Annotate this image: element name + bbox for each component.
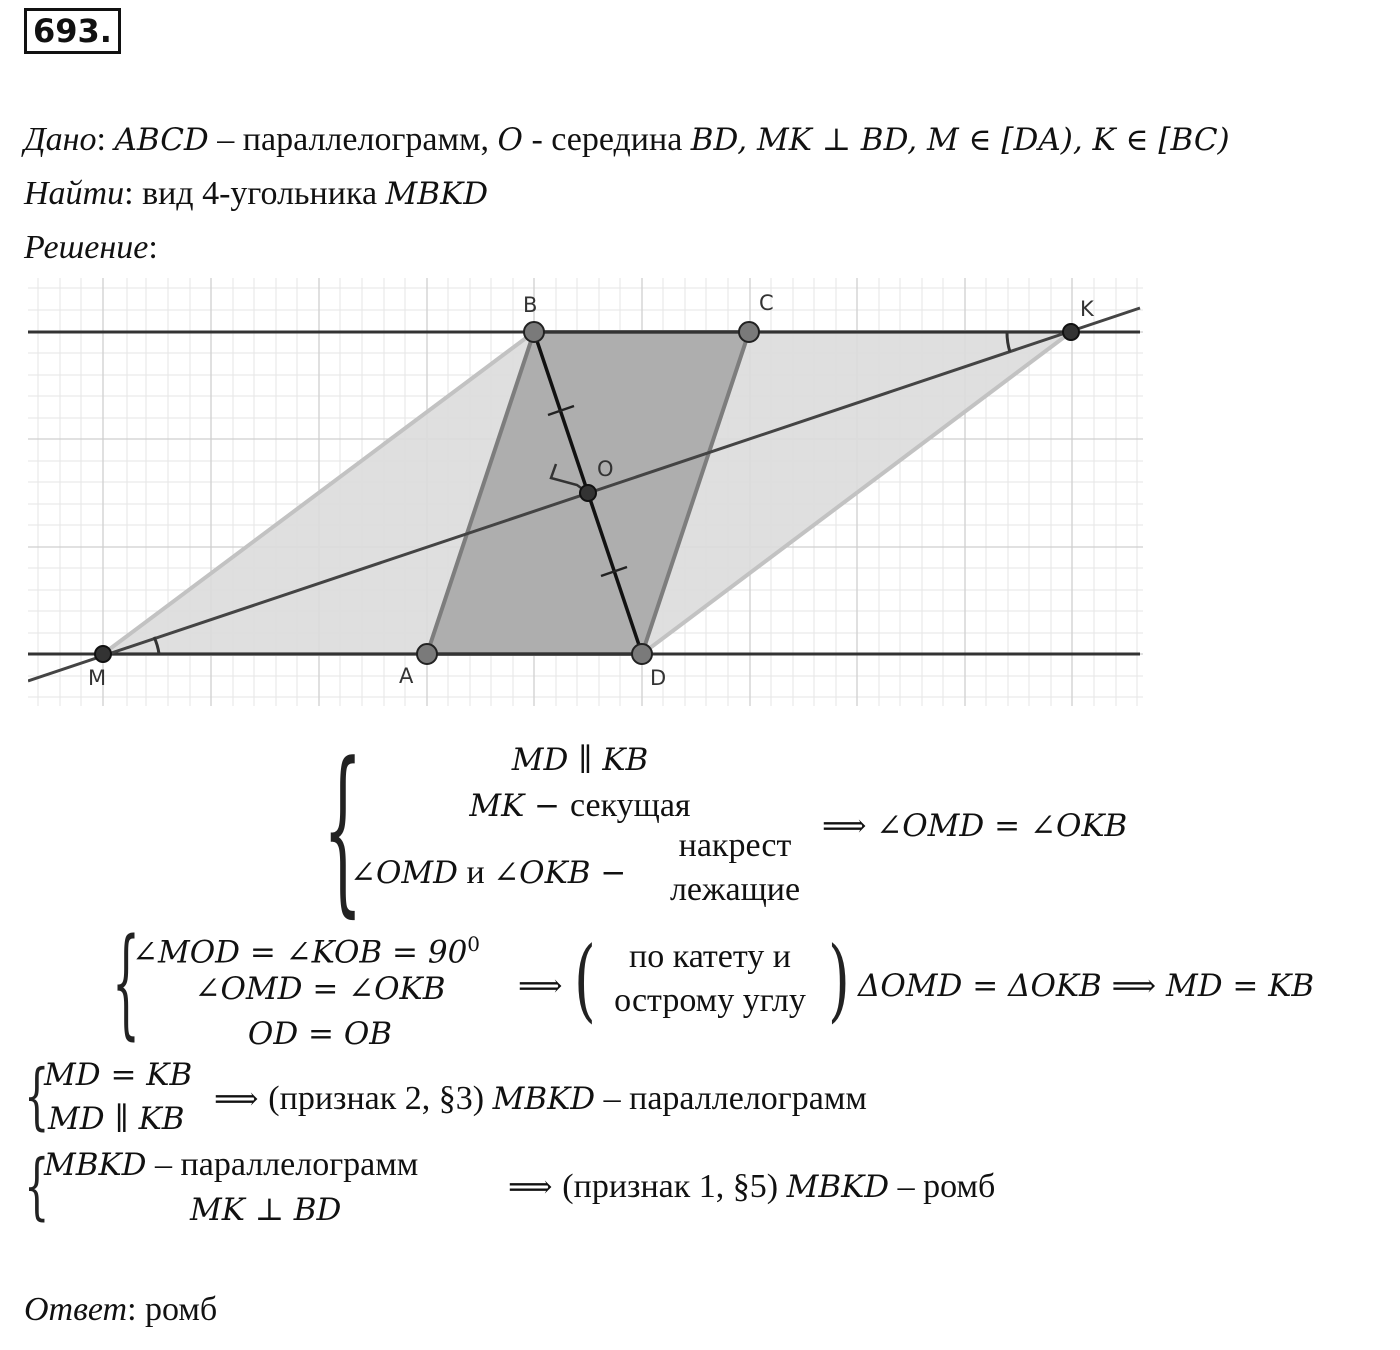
step1-lezhashchie: лежащие	[669, 871, 801, 908]
step2-reason-2: острому углу	[614, 982, 806, 1019]
find-mbkd: MBKD	[385, 176, 489, 212]
label-k: K	[1080, 297, 1094, 321]
label-a: A	[399, 664, 414, 688]
label-b: B	[523, 293, 538, 317]
step4-brace: {	[24, 1145, 50, 1229]
step4-conclusion: ⟹ (признак 1, §5) MBKD – ромб	[508, 1168, 996, 1205]
step2-arrow: ⟹	[518, 968, 563, 1004]
given-o: O	[497, 122, 523, 158]
step3-line1: MD = KB	[44, 1057, 193, 1093]
label-m: M	[88, 666, 107, 690]
solution-line	[24, 228, 158, 268]
point-o	[580, 485, 596, 501]
given-parallelogram: параллелограмм,	[242, 121, 498, 158]
label-c: C	[759, 291, 774, 315]
step2-paren-left: (	[574, 929, 596, 1033]
step4-line2: MK ⊥ BD	[190, 1192, 342, 1228]
find-colon: :	[124, 175, 134, 212]
answer-line	[24, 1290, 217, 1330]
step3-brace: {	[24, 1055, 50, 1139]
answer-label: Ответ	[24, 1291, 128, 1328]
given-midpoint-text: - середина	[522, 121, 691, 158]
given-dash: –	[208, 121, 243, 158]
given-label: Дано	[24, 121, 97, 158]
step2-paren-right: )	[828, 929, 850, 1033]
label-o: O	[597, 457, 614, 481]
step1-line1: MD ∥ KB	[511, 742, 649, 778]
step2-brace: {	[112, 915, 140, 1053]
step3-conclusion: ⟹ (признак 2, §3) MBKD – параллелограмм	[214, 1080, 867, 1117]
given-line	[24, 120, 1230, 160]
point-b	[524, 322, 544, 342]
point-a	[417, 644, 437, 664]
step2-line3: OD = OB	[247, 1016, 393, 1052]
find-label: Найти	[24, 175, 125, 212]
step3-line2: MD ∥ KB	[48, 1101, 185, 1137]
answer-colon: :	[127, 1291, 137, 1328]
point-m	[95, 646, 111, 662]
step2-result: ΔOMD = ΔOKB ⟹ MD = KB	[858, 968, 1315, 1004]
point-d	[632, 644, 652, 664]
given-conditions: BD, MK ⊥ BD, M ∈ [DA), K ∈ [BC)	[690, 122, 1230, 158]
step1-line3: ∠OMD и ∠OKB −	[350, 854, 627, 891]
given-colon: :	[96, 121, 106, 158]
problem-number: 693.	[24, 8, 121, 54]
step2-reason-1: по катету и	[629, 938, 791, 975]
answer-text: ромб	[136, 1291, 218, 1328]
step1-line2: MK − секущая	[469, 787, 691, 824]
point-c	[739, 322, 759, 342]
given-abcd: ABCD	[114, 122, 209, 158]
solution-label: Решение	[24, 229, 149, 266]
step2-line1: ∠MOD = ∠KOB = $90^0$	[132, 932, 481, 971]
find-line	[24, 174, 488, 214]
step4-line1: MBKD – параллелограмм	[44, 1146, 419, 1183]
geometry-figure	[28, 278, 1143, 706]
step2-line2: ∠OMD = ∠OKB	[194, 971, 446, 1007]
step1-brace: {	[323, 722, 363, 935]
find-text: вид 4-угольника	[133, 175, 386, 212]
label-d: D	[650, 666, 667, 690]
step1-result: ⟹ ∠OMD = ∠OKB	[822, 808, 1128, 844]
point-k	[1063, 324, 1079, 340]
step1-nakrest: накрест	[678, 827, 792, 864]
solution-colon: :	[148, 229, 158, 266]
